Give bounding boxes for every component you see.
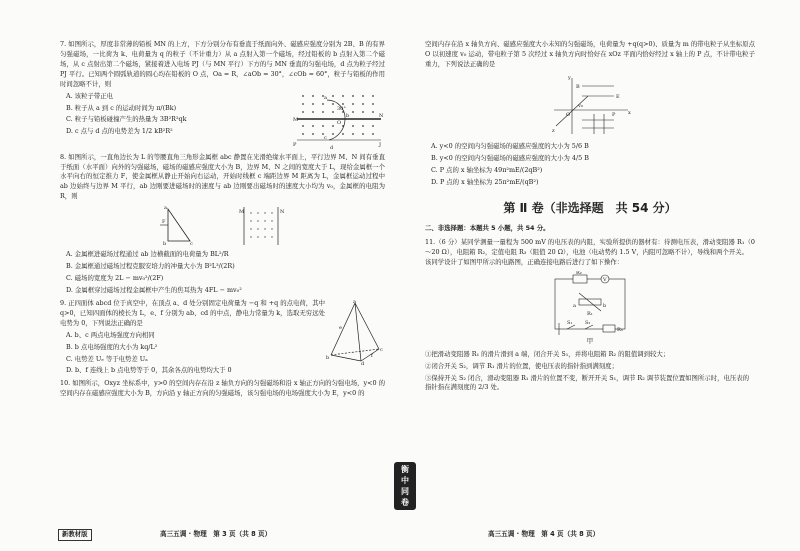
question-9-option-c: C. 电势差 Uₑ 等于电势差 Uₐ: [66, 354, 148, 363]
label-s1: S₁: [567, 319, 573, 326]
question-7-figure: [293, 90, 385, 150]
circuit-caption: 甲: [586, 336, 594, 345]
label-field-m: M: [238, 209, 244, 216]
question-8-option-c: C. 磁场的宽度为 2L − mv₀²/(2F): [66, 274, 164, 283]
question-8-field-figure: [236, 205, 286, 247]
section-subtitle: 二、非选择题：本题共 5 小题，共 54 分。: [425, 224, 550, 233]
label-n: N: [379, 112, 384, 119]
seal-char-4: 卷: [401, 498, 409, 507]
label-frame-c: c: [189, 241, 193, 248]
label-angle: 30°: [337, 105, 346, 112]
label-axis-y: y: [568, 74, 571, 81]
edition-badge: 新教材版: [58, 529, 92, 541]
label-terminal-b: b: [603, 302, 607, 309]
right-page: [425, 40, 755, 523]
question-10-axes-figure: [548, 74, 632, 138]
question-10-stem: 10. 如图所示，Oxyz 坐标系中，y>0 的空间内存在沿 z 轴负方向的匀强磁场和沿 x 轴正方向的匀强电场，y<0 的空间内存在磁感应强度大小为 B，方向沿 y 轴正方向的匀强磁场，该匀强电场的电场强度大小为 E，y<0 的: [60, 379, 385, 398]
question-11-stem: 11.（6 分）某同学测量一量程为 500 mV 的电压表的内阻，实验所提供的器材有：待测电压表，滑动变阻器 R₁（0～20 Ω），电阻箱 R₂，定值电阻 R₃（阻值 20 Ω），电池（电动势约 1.5 V，内阻可忽略不计），导线和两个开关。: [425, 237, 755, 256]
label-v0: v₀: [578, 102, 583, 109]
question-8-option-a: A. 金属框进磁场过程通过 ab 边横截面的电荷量为 BL²/R: [66, 250, 229, 259]
label-s2: S₂: [585, 319, 591, 326]
question-7-option-d: D. c 点与 d 点的电势差为 1/2 kB²R²: [66, 127, 173, 136]
label-c: c: [324, 134, 327, 141]
question-9: [60, 299, 385, 376]
question-9-option-b: B. b 点电场强度的大小为 kq/L²: [66, 342, 158, 351]
resistor-r2: [573, 275, 587, 283]
question-8-frame-figure: [160, 205, 196, 247]
question-11-step-1: ①把滑动变阻器 R₁ 的滑片滑到 a 端，闭合开关 S₁，并将电阻箱 R₂ 的阻值调到较大；: [425, 349, 670, 358]
question-11-intro: 该同学设计了如图甲所示的电路图，正确连接电路后进行了如下操作：: [425, 257, 624, 266]
question-9-tetrahedron-figure: [325, 299, 385, 365]
question-7-option-a: A. 该粒子带正电: [66, 91, 114, 100]
label-o: O: [337, 119, 342, 126]
label-field-b: B: [576, 83, 580, 90]
seal-char-1: 衡: [401, 465, 409, 474]
label-point-p: P: [612, 111, 616, 118]
label-axis-x: x: [628, 109, 631, 116]
question-8-option-d: D. 金属框穿过磁场过程金属框中产生的焦耳热为 4FL − mv₀²: [66, 285, 242, 294]
label-b: b: [346, 112, 350, 119]
label-r2: R₂: [576, 270, 582, 276]
question-9-option-a: A. b、c 两点电场强度方向相同: [66, 330, 155, 339]
label-origin: O: [566, 111, 571, 118]
label-a: a: [324, 94, 327, 101]
seal-char-2: 中: [401, 476, 409, 485]
question-8-option-b: B. 金属框通过磁场过程克服安培力的冲量大小为 B²L³/(2R): [66, 262, 235, 271]
label-d: d: [330, 144, 334, 150]
question-7: [60, 40, 385, 150]
question-7-option-b: B. 粒子从 a 到 c 的运动时间为 π/(Bk): [66, 103, 177, 112]
question-11-circuit-figure: [545, 271, 635, 337]
footer-page-4: 高三五调 · 物理 第 4 页（共 8 页）: [488, 529, 600, 538]
question-7-stem: 7. 如图所示，厚度非常薄的铅板 MN 的上方，下方分别分布有垂直于纸面向外、磁感应强度分别为 2B、B 的有界匀强磁场，一比荷为 k、电荷量为 q 的粒子（不计重力）从 a 点射入第一个磁场，经过铅板的 b 点射入第二个磁场，从 c 点射出第二个磁场，紧接着进入电场 PJ（与 MN 平行）下方的与 MN 垂直的匀强电场，d 点为粒子经过 PJ 平行。已知两个圆弧轨道的圆心均在铅板的 O 点，Oa = R，∠aOb = 30°，∠cOb = 60°，粒子与铅板的作用时间忽略不计，则: [60, 40, 385, 88]
section-title: 第 Ⅱ 卷（非选择题 共 54 分）: [503, 201, 677, 216]
question-10-option-b: B. y<0 的空间内匀强磁场的磁感应强度的大小为 4/5 B: [431, 153, 589, 162]
label-tet-c: c: [380, 346, 383, 353]
label-voltmeter: V: [603, 276, 607, 283]
label-tet-d: d: [361, 360, 365, 365]
question-7-option-c: C. 粒子与铅板碰撞产生的热量为 3B²R²qk: [66, 115, 187, 124]
question-10-continued-text: 空间内存在沿 x 轴负方向、磁感应强度大小未知的匀强磁场，电荷量为 +q(q>0)、质量为 m 的带电粒子从坐标原点 O 以初速度 v₀ 运动，带电粒子第 5 次经过 x 轴负方向时恰好在 xOz 平面内恰好经过 x 轴上的 P 点，不计带电粒子重力，下列说法正确的是: [425, 40, 755, 68]
left-page: [60, 40, 385, 523]
question-8-stem: 8. 如图所示，一直角边长为 L 的等腰直角三角形金属框 abc 静置在光滑绝缘水平面上，平行边界 M、N 间有垂直于纸面（水平面）向外的匀强磁场，磁场的磁感应强度大小为 B，边界 M、N 之间的宽度大于 L，现给金属框一个水平向右的恒定推力 F，使金属框从静止开始向右运动，开始时线框 c 端距边界 M 距离为 L，金属框运动过程中 ab 边始终与边界 M 平行，ab 边刚要进磁场时的速度与 ab 边刚要出磁场时的速度大小均为 v₀，金属框的电阻为 R，则: [60, 152, 385, 201]
question-11: [425, 238, 755, 393]
label-frame-a: a: [163, 205, 167, 212]
label-j: J: [379, 141, 382, 148]
question-10-continued: [425, 40, 755, 187]
label-axis-z: z: [552, 127, 555, 134]
label-tet-a: a: [353, 298, 356, 305]
seal-char-3: 同: [401, 487, 409, 496]
question-10: [60, 379, 385, 399]
resistor-r3: [603, 325, 615, 332]
question-9-option-d: D. b、f 连线上 b 点电势等于 0，其余各点的电势均大于 0: [66, 366, 232, 375]
question-11-step-3: ③保持开关 S₂ 闭合，滑动变阻器 R₁ 滑片的位置不变，断开开关 S₁，调节 R₂ 调节装置位置如图所示时，电压表的指针指在满刻度的 2/3 处。: [425, 373, 750, 392]
question-10-option-d: D. P 点的 x 轴坐标为 25π²mE/(qB²): [431, 177, 539, 186]
magnetic-field-dots-lower: [302, 125, 373, 134]
footer-page-3: 高三五调 · 物理 第 3 页（共 8 页）: [160, 529, 272, 538]
label-tet-e: e: [339, 324, 342, 331]
label-frame-b: b: [162, 241, 166, 248]
label-m: M: [293, 116, 299, 123]
label-f: F: [161, 219, 165, 226]
question-10-option-c: C. P 点的 x 轴坐标为 49π²mE/(2qB²): [431, 165, 543, 174]
question-8: [60, 153, 385, 296]
label-r3: R₃: [617, 326, 623, 333]
label-tet-f: f: [371, 352, 373, 359]
question-9-stem: 9. 正四面体 abcd 位于真空中，在顶点 a、d 处分别固定电荷量为 −q 和 +q 的点电荷，其中 q>0，已知四面体的棱长为 L，e、f 分别为 ab、cd 的中点，静电力常量为 k，选取无穷远处电势为 0，下列说法正确的是: [60, 298, 325, 327]
question-10-option-a: A. y<0 的空间内匀强磁场的磁感应强度的大小为 5/6 B: [431, 141, 589, 150]
label-field-n: N: [279, 209, 284, 216]
label-p: P: [293, 141, 297, 148]
label-tet-b: b: [326, 354, 330, 361]
label-terminal-a: a: [573, 302, 576, 309]
label-r1: R₁: [587, 310, 593, 317]
question-11-step-2: ②闭合开关 S₂，调节 R₁ 滑片的位置，使电压表的指针指到满刻度；: [425, 361, 618, 370]
exam-seal-logo: [394, 462, 416, 510]
label-field-e: E: [616, 93, 620, 100]
